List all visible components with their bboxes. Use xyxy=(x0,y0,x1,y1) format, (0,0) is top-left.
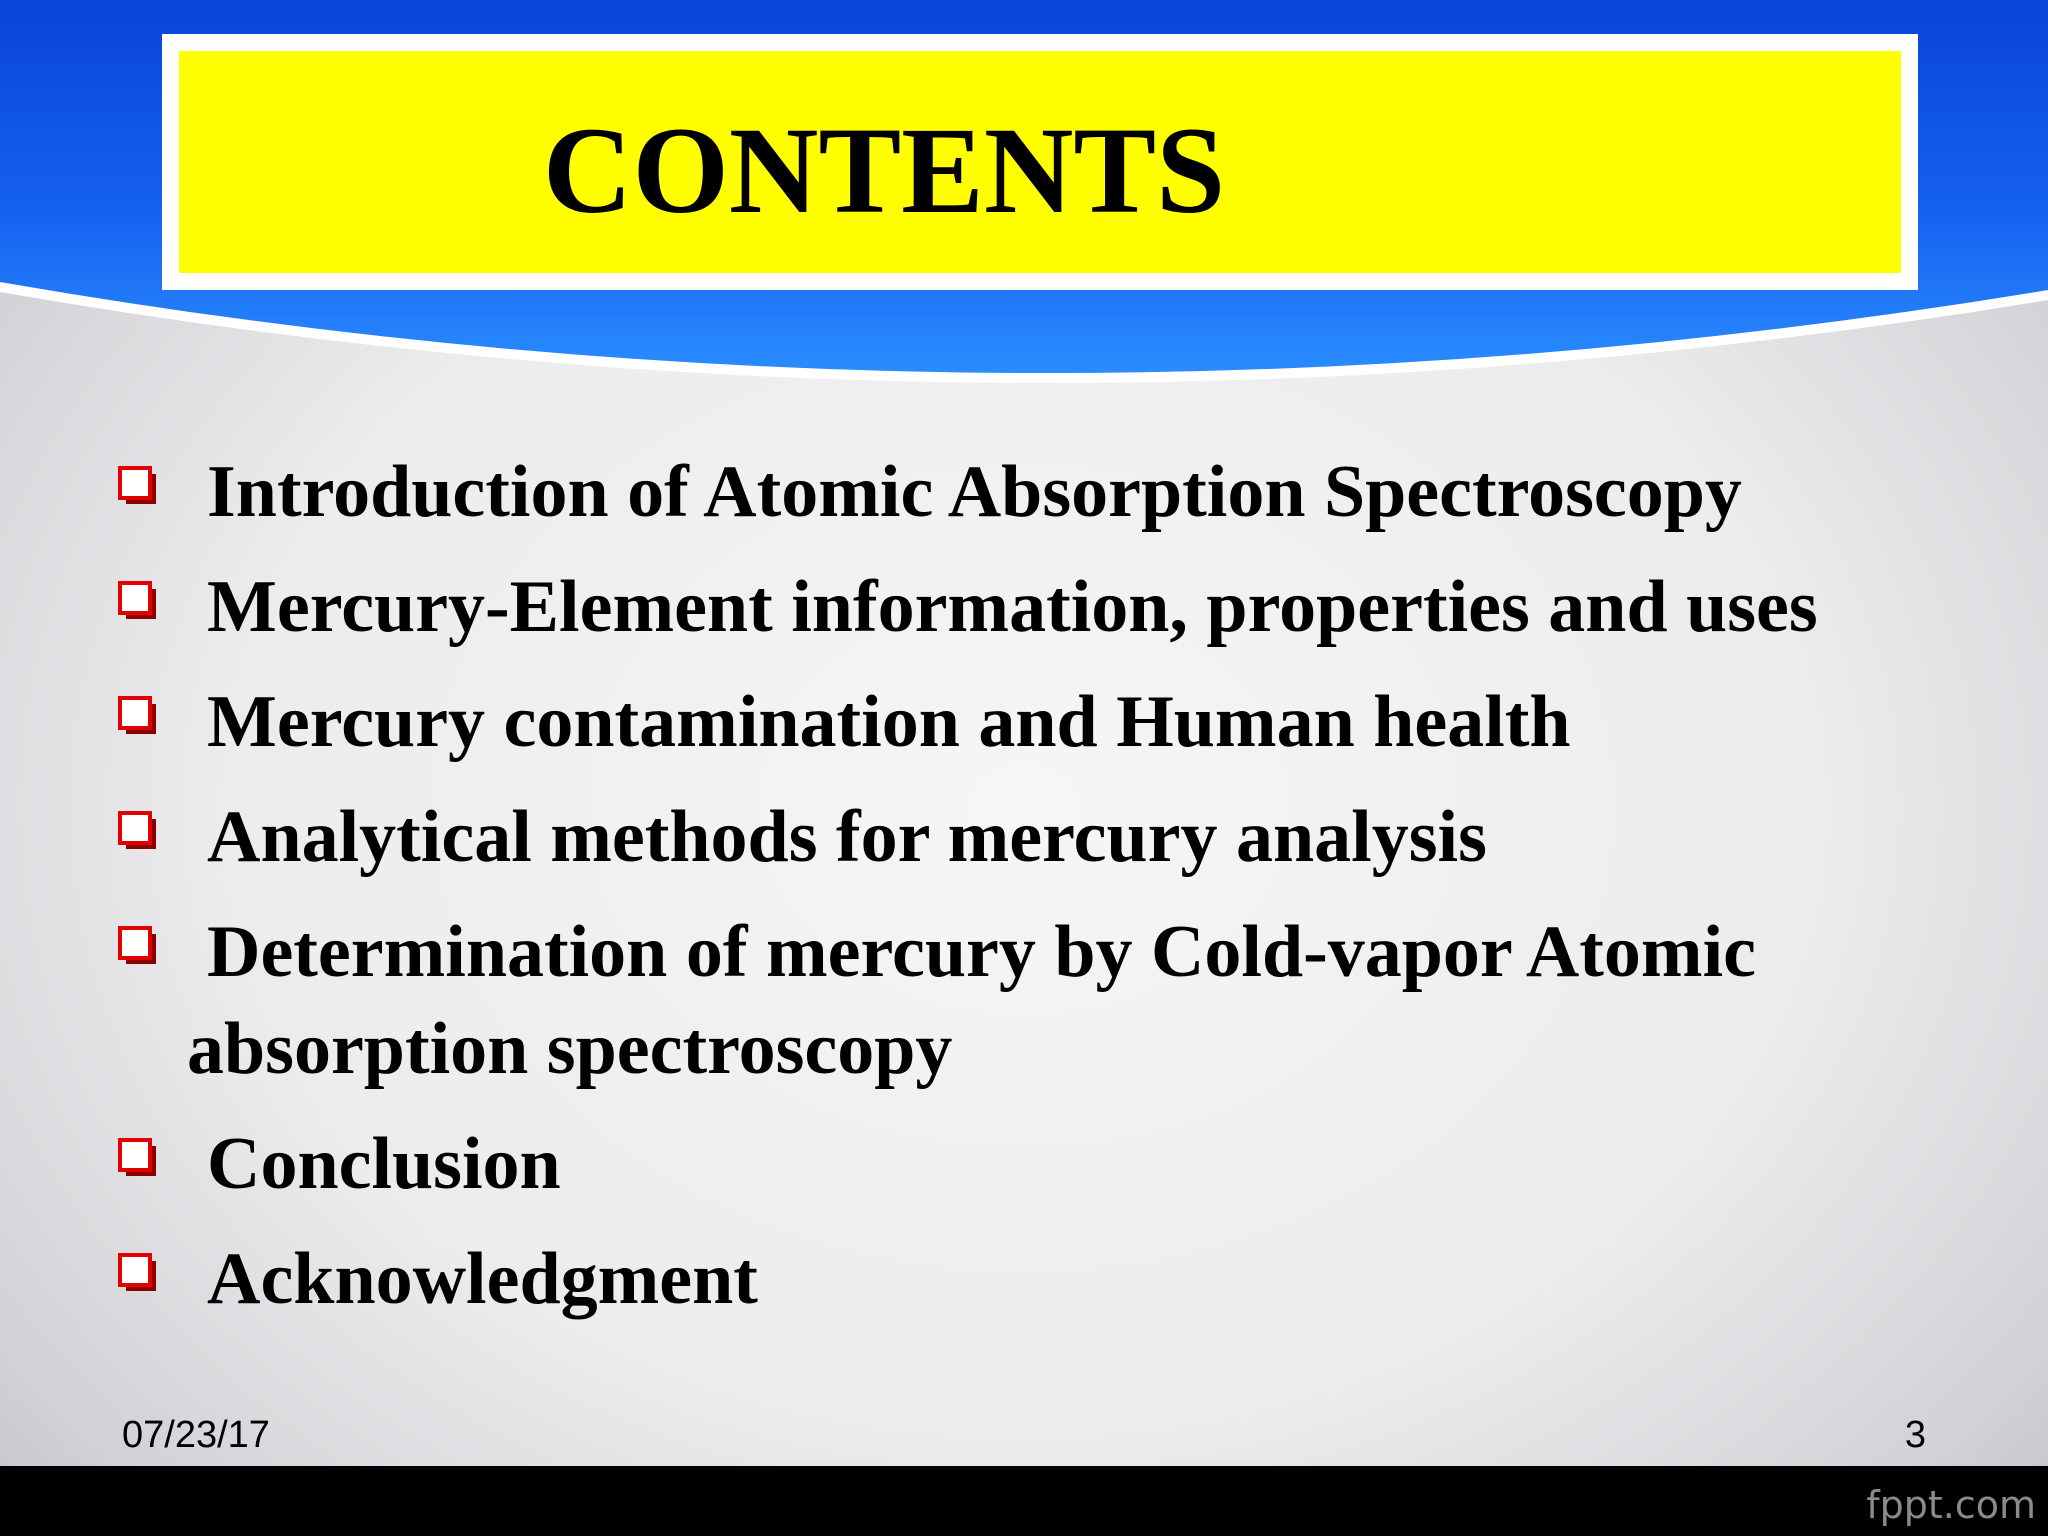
list-item-label: Mercury-Element information, properties and uses xyxy=(207,566,1818,648)
watermark: fppt.com xyxy=(1866,1483,2036,1527)
checkbox-square-icon xyxy=(118,581,158,621)
list-item-label-line: Determination of mercury by Cold-vapor Atomic xyxy=(207,911,1756,993)
checkbox-square-icon xyxy=(118,926,158,966)
list-item-label: Conclusion xyxy=(207,1123,561,1205)
bottom-bar xyxy=(0,1466,2048,1536)
checkbox-square-icon xyxy=(118,466,158,506)
title-banner xyxy=(179,51,1901,273)
list-item-label: Mercury contamination and Human health xyxy=(207,681,1571,763)
checkbox-square-icon xyxy=(118,1138,158,1178)
list-item-label-continuation: absorption spectroscopy xyxy=(187,1008,953,1090)
list-item-label: Introduction of Atomic Absorption Spectroscopy xyxy=(207,451,1742,533)
checkbox-square-icon xyxy=(118,696,158,736)
checkbox-square-icon xyxy=(118,811,158,851)
slide-title: CONTENTS xyxy=(542,102,1226,239)
title-box xyxy=(162,34,1918,290)
list-item-label xyxy=(187,904,1756,1098)
page-number: 3 xyxy=(1904,1414,1926,1456)
list-item-label: Acknowledgment xyxy=(207,1238,758,1320)
footer-date: 07/23/17 xyxy=(122,1414,270,1456)
checkbox-square-icon xyxy=(118,1253,158,1293)
list-item-label: Analytical methods for mercury analysis xyxy=(207,796,1487,878)
